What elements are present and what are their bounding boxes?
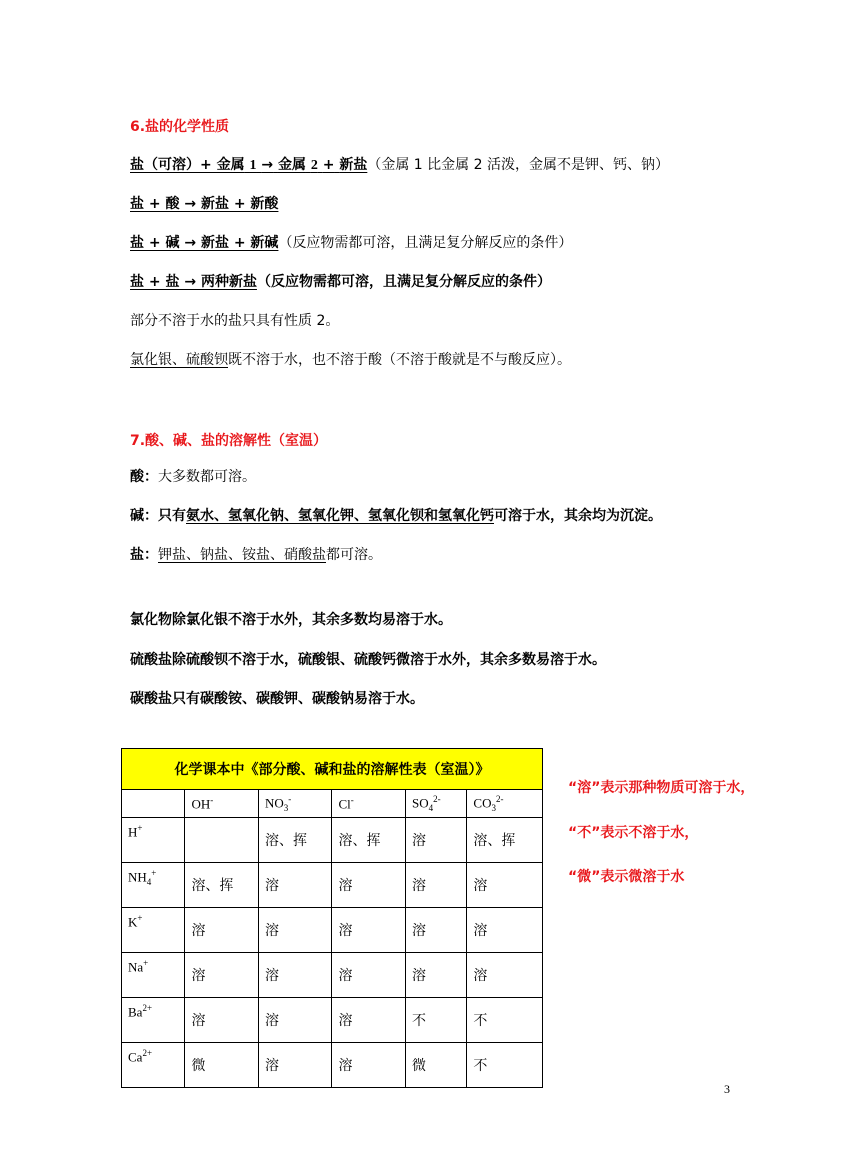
legend-slightly-soluble-clipped	[568, 866, 788, 885]
anion-cell: $SO_4^{2-}$	[405, 790, 466, 818]
table-row	[122, 863, 543, 908]
table-cell: 溶	[332, 953, 406, 998]
section-7-title: 7.酸、碱、盐的溶解性（室温）	[130, 433, 328, 449]
table-row	[122, 908, 543, 953]
cation-cell: $NH_4^+$	[122, 863, 185, 908]
table-cell: 不	[405, 998, 466, 1043]
anion-cell: OH-	[185, 790, 259, 818]
section-6-title: 6.盐的化学性质	[130, 119, 230, 135]
table-row	[122, 998, 543, 1043]
table-cell: 溶	[258, 863, 332, 908]
anion-row	[122, 790, 543, 818]
insoluble-salt-note: 部分不溶于水的盐只具有性质 2。	[130, 313, 340, 329]
anion-cell: $CO_3^{2-}$	[467, 790, 543, 818]
table-cell: 溶、挥	[332, 818, 406, 863]
table-cell: 溶	[332, 908, 406, 953]
table-cell: 溶	[258, 953, 332, 998]
table-cell: 溶	[185, 908, 259, 953]
table-cell: 溶	[332, 863, 406, 908]
table-cell: 溶	[467, 953, 543, 998]
table-cell: 溶	[467, 863, 543, 908]
table-cell: 溶	[258, 908, 332, 953]
table-row	[122, 953, 543, 998]
table-cell: 溶、挥	[467, 818, 543, 863]
table-cell: 微	[185, 1043, 259, 1088]
salt-salt-reaction	[130, 272, 551, 292]
reaction-text: 盐 + 盐 → 两种新盐	[130, 274, 257, 290]
reaction-note: （反应物需都可溶，且满足复分解反应的条件）	[256, 274, 551, 290]
cation-cell: $Ba^{2+}$	[122, 998, 185, 1043]
table-cell: 溶	[332, 998, 406, 1043]
table-cell: 溶、挥	[258, 818, 332, 863]
table-cell	[185, 818, 259, 863]
carbonate-rule: 碳酸盐只有碳酸铵、碳酸钾、碳酸钠易溶于水。	[130, 691, 424, 707]
underlined-salts: 氯化银、硫酸钡	[130, 352, 228, 368]
sulfate-rule: 硫酸盐除硫酸钡不溶于水，硫酸银、硫酸钙微溶于水外，其余多数易溶于水。	[130, 652, 606, 668]
solubility-table	[121, 748, 543, 1088]
cation-cell: H+	[122, 818, 185, 863]
page-number: 3	[724, 1082, 730, 1096]
salt-base-reaction	[130, 233, 572, 253]
anion-cell: Cl-	[332, 790, 406, 818]
cation-cell: Na+	[122, 953, 185, 998]
legend-slightly-soluble: “微”表示微溶于水	[568, 869, 685, 885]
legend-soluble: “溶”表示那种物质可溶于水，	[568, 780, 755, 796]
table-row	[122, 1043, 543, 1088]
agcl-baso4-note: 氯化银、硫酸钡既不溶于水，也不溶于酸（不溶于酸就是不与酸反应）。	[130, 352, 571, 368]
anion-cell: $NO_3^-$	[258, 790, 332, 818]
chloride-rule: 氯化物除氯化银不溶于水外，其余多数均易溶于水。	[130, 612, 452, 628]
salt-solubility: 盐：钾盐、钠盐、铵盐、硝酸盐都可溶。	[130, 547, 382, 563]
table-cell: 溶	[258, 1043, 332, 1088]
corner-cell	[122, 790, 185, 818]
table-cell: 溶	[258, 998, 332, 1043]
table-cell: 不	[467, 1043, 543, 1088]
salt-metal-reaction	[130, 155, 669, 176]
table-cell: 溶	[405, 908, 466, 953]
table-cell: 溶、挥	[185, 863, 259, 908]
table-cell: 溶	[405, 863, 466, 908]
acid-solubility: 酸：大多数都可溶。	[130, 469, 256, 485]
table-cell: 溶	[405, 953, 466, 998]
salt-acid-reaction: 盐 + 酸 → 新盐 + 新酸	[130, 196, 279, 212]
cation-cell: $Ca^{2+}$	[122, 1043, 185, 1088]
table-row	[122, 818, 543, 863]
table-cell: 溶	[405, 818, 466, 863]
table-header: 化学课本中《部分酸、碱和盐的溶解性表（室温）》	[122, 749, 543, 790]
table-cell: 溶	[185, 953, 259, 998]
cation-cell: K+	[122, 908, 185, 953]
base-solubility: 碱：只有氨水、氢氧化钠、氢氧化钾、氢氧化钡和氢氧化钙可溶于水，其余均为沉淀。	[130, 508, 662, 524]
soluble-bases: 氨水、氢氧化钠、氢氧化钾、氢氧化钡和氢氧化钙	[186, 508, 494, 524]
reaction-text: 盐（可溶）+ 金属 1 → 金属 2 + 新盐	[130, 157, 368, 173]
table-cell: 不	[467, 998, 543, 1043]
table-cell: 溶	[467, 908, 543, 953]
table-cell: 溶	[332, 1043, 406, 1088]
soluble-salts: 钾盐、钠盐、铵盐、硝酸盐	[158, 547, 326, 563]
reaction-note: （金属 1 比金属 2 活泼，金属不是钾、钙、钠）	[367, 157, 669, 173]
legend-insoluble: “不”表示不溶于水，	[568, 825, 699, 841]
reaction-text: 盐 + 碱 → 新盐 + 新碱	[130, 235, 279, 251]
table-cell: 溶	[185, 998, 259, 1043]
table-cell: 微	[405, 1043, 466, 1088]
reaction-note: （反应物需都可溶，且满足复分解反应的条件）	[278, 235, 573, 251]
